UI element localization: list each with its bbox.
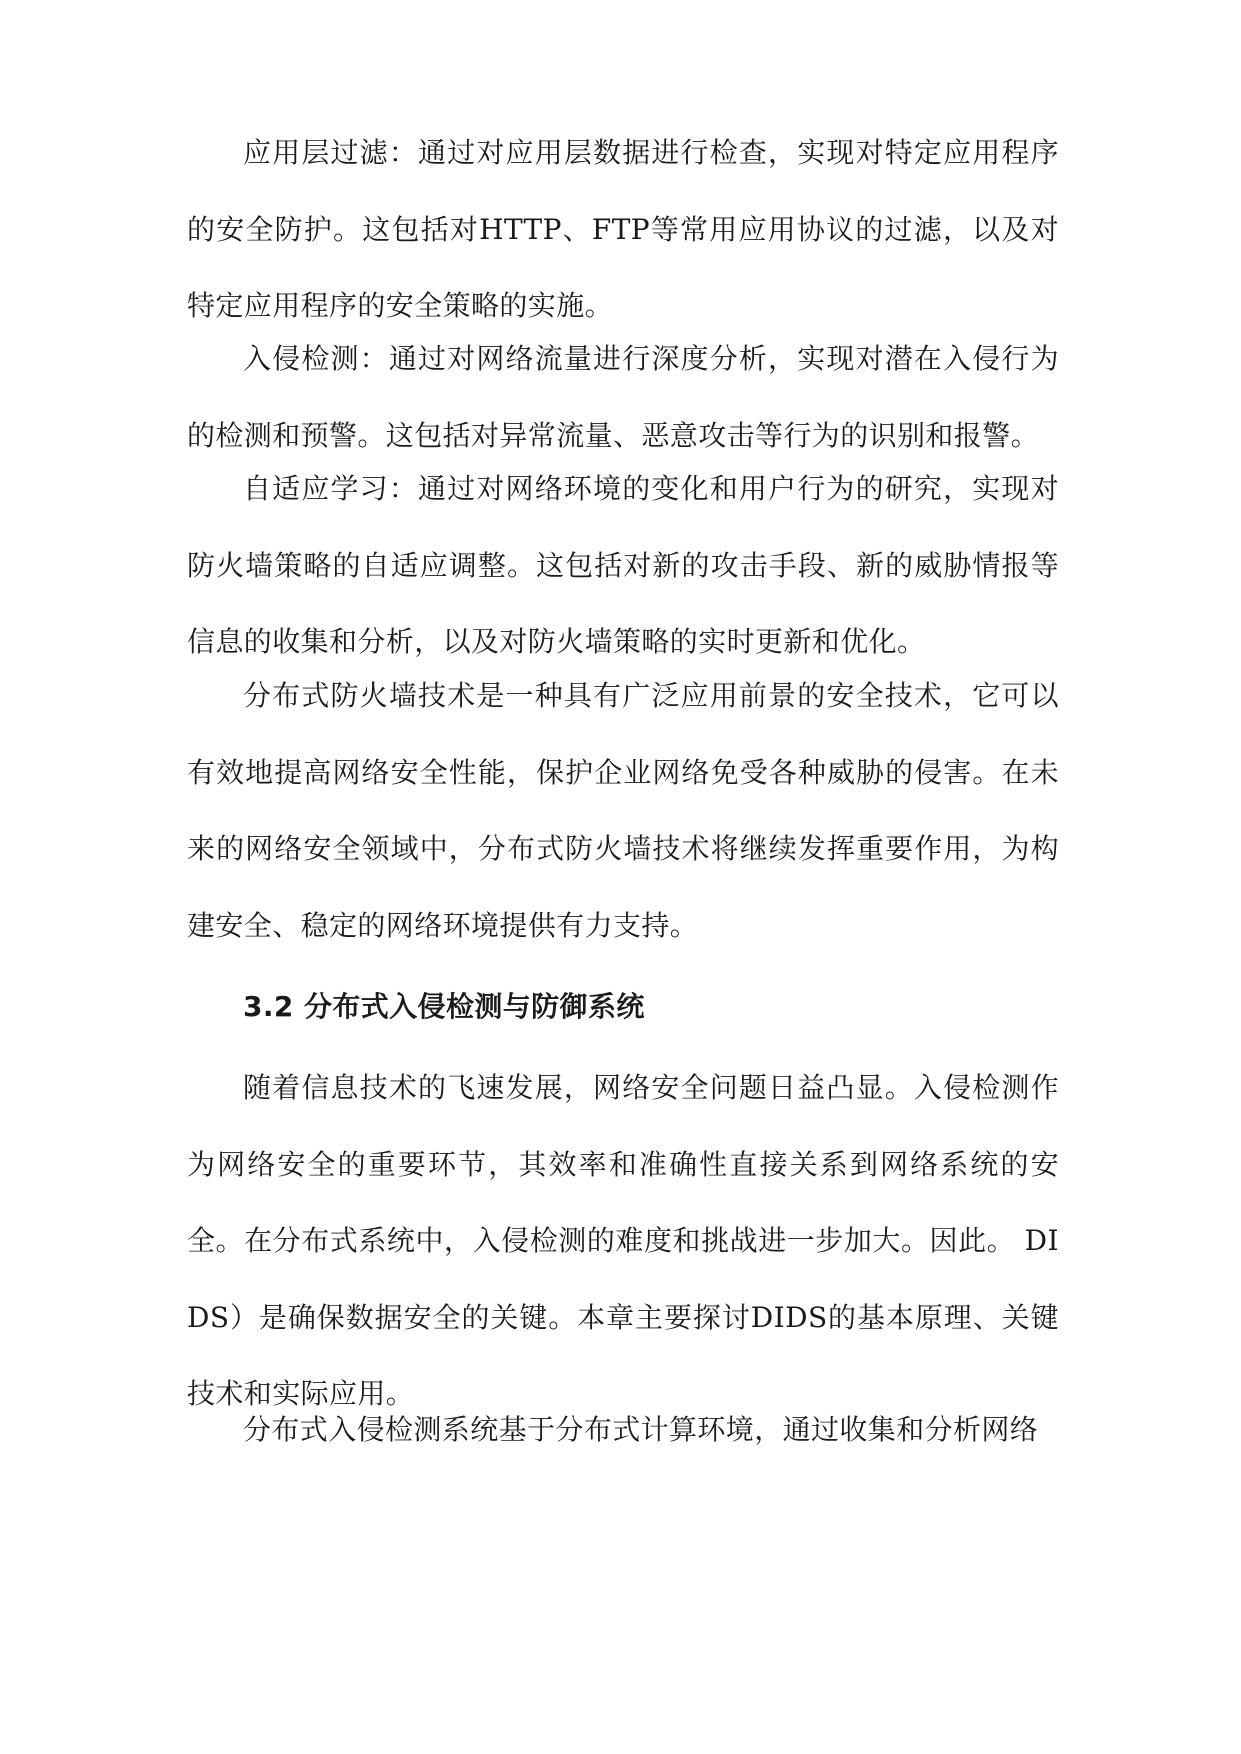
paragraph-dids-basis: 分布式入侵检测系统基于分布式计算环境，通过收集和分析网络 [243,1413,1039,1446]
paragraph-application-layer-filtering: 应用层过滤：通过对应用层数据进行检查，实现对特定应用程序的安全防护。这包括对HTTP、FTP等常用应用协议的过滤，以及对特定应用程序的安全策略的实施。 [187,136,1059,322]
paragraph-dids-introduction: 随着信息技术的飞速发展，网络安全问题日益凸显。入侵检测作为网络安全的重要环节，其效率和准确性直接关系到网络系统的安全。在分布式系统中，入侵检测的难度和挑战进一步加大。因此。 DIDS）是确保数据安全的关键。本章主要探讨DIDS的基本原理、关键技术和实际应用。 [187,1071,1059,1410]
paragraph-adaptive-learning: 自适应学习：通过对网络环境的变化和用户行为的研究，实现对防火墙策略的自适应调整。这包括对新的攻击手段、新的威胁情报等信息的收集和分析，以及对防火墙策略的实时更新和优化。 [187,472,1059,658]
paragraph-intrusion-detection: 入侵检测：通过对网络流量进行深度分析，实现对潜在入侵行为的检测和预警。这包括对异常流量、恶意攻击等行为的识别和报警。 [187,342,1059,452]
section-heading: 3.2 分布式入侵检测与防御系统 [243,990,645,1023]
paragraph-distributed-firewall-summary: 分布式防火墙技术是一种具有广泛应用前景的安全技术，它可以有效地提高网络安全性能，保护企业网络免受各种威胁的侵害。在未来的网络安全领域中，分布式防火墙技术将继续发挥重要作用，为构建安全、稳定的网络环境提供有力支持。 [187,679,1059,942]
